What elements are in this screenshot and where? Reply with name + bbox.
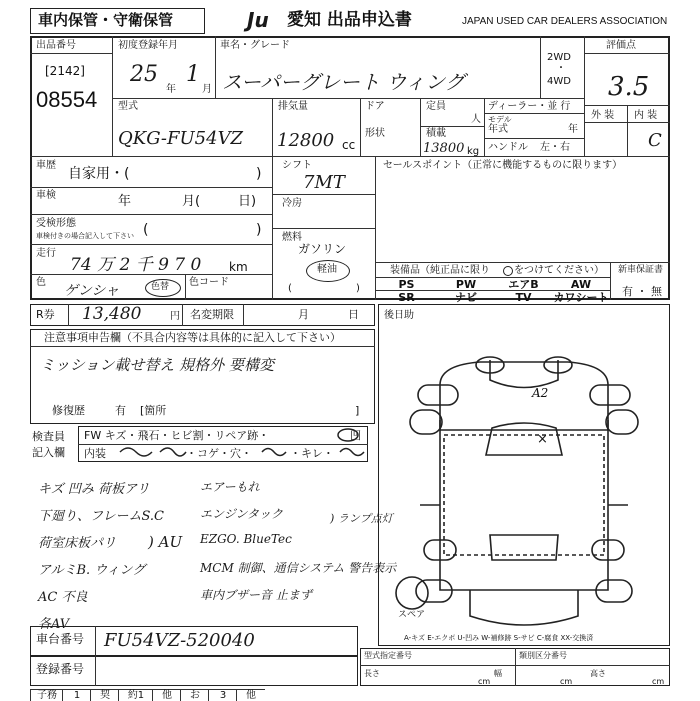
notes-right-line-4: 車内ブザー音 止まず xyxy=(200,588,312,602)
fuel-paren: ( xyxy=(288,283,292,294)
registration-label: 初度登録年月 xyxy=(118,40,178,51)
score-label: 評価点 xyxy=(606,40,636,51)
drive-dot: ・ xyxy=(556,63,566,74)
inspection-month: 月( xyxy=(182,194,201,209)
dealer-year-label: 年式 xyxy=(488,124,508,135)
name-change-day: 日 xyxy=(348,308,359,321)
recycle-value: 13,480 xyxy=(82,304,142,324)
dealer-model-label: モデル xyxy=(488,115,512,124)
model-value: QKG-FU54VZ xyxy=(118,128,244,149)
listing-number-label: 出品番号 xyxy=(36,40,76,51)
damage-mark-a2: A2 xyxy=(532,386,549,400)
inspection-label: 車検 xyxy=(36,190,56,201)
notes-text: ミッション載せ替え 規格外 要構変 xyxy=(40,356,274,374)
dealer-year-unit: 年 xyxy=(568,124,578,135)
capacity-label: 定員 xyxy=(426,101,446,112)
history-value: 自家用・( xyxy=(68,166,130,182)
handle-label: ハンドル xyxy=(488,142,528,153)
interior-label: 内 装 xyxy=(634,110,658,121)
repair-label: 修復歴 xyxy=(52,404,85,417)
car-name-value: スーパーグレート ウィング xyxy=(222,70,465,94)
warranty-label: 新車保証書 xyxy=(618,265,664,275)
notes-right-line-3: MCM 制御、通信システム 警告表示 xyxy=(200,561,397,575)
legend-text: A-キズ E-エクボ U-凹み W-補修跡 S-サビ C-腐食 XX-交換済 xyxy=(404,634,594,642)
length-unit: cm xyxy=(478,677,491,686)
notes-right-line-2: EZGO. BlueTec xyxy=(200,532,292,546)
drive-2wd: 2WD xyxy=(547,52,571,63)
footer-cell-0: 子務 xyxy=(30,689,63,701)
displacement-label: 排気量 xyxy=(278,101,308,112)
exterior-label: 外 装 xyxy=(591,110,615,121)
equipment-circle-mark xyxy=(503,266,513,276)
receive-note: 車検付きの場合記入して下さい xyxy=(36,232,134,240)
inspector-row-1: FW キズ・飛石・ヒビ割・リペア跡・ xyxy=(84,429,270,442)
inspection-day: 日) xyxy=(238,194,257,209)
history-label: 車歴 xyxy=(36,160,56,171)
fuel-close: ) xyxy=(356,283,360,294)
ac-label: 冷房 xyxy=(282,198,302,209)
notes-left-line-2: 荷室床板パリ xyxy=(38,536,117,551)
truck-diagram xyxy=(380,340,668,640)
cc-unit: cc xyxy=(342,138,356,152)
fuel-label: 燃料 xyxy=(282,232,302,243)
footer-cell-6: 3 xyxy=(208,689,237,701)
dealer-parallel-label: ディーラー・並 行 xyxy=(488,101,571,112)
equipment-item-row1-0: PS xyxy=(398,278,415,291)
recycle-unit: 円 xyxy=(170,311,180,322)
chassis-value: FU54VZ-520040 xyxy=(104,630,255,651)
handle-options: 左・右 xyxy=(540,142,570,153)
listing-sub-number: [2142] xyxy=(45,64,85,78)
notes-right-line-0: エアーもれ xyxy=(200,480,260,494)
brace-au: ) AU xyxy=(148,533,183,551)
ju-logo: Ju xyxy=(247,8,269,32)
notes-left-line-3: アルミB. ウィング xyxy=(38,563,146,578)
shift-value: 7MT xyxy=(303,172,345,193)
notes-left-line-0: キズ 凹み 荷板アリ xyxy=(38,482,150,497)
listing-number: 08554 xyxy=(36,87,98,112)
lamp-note: ) ランプ点灯 xyxy=(330,512,393,525)
footer-cell-4: 他 xyxy=(152,689,181,701)
inspector-row-1-end: 凹 xyxy=(350,429,361,442)
door-label: ドア xyxy=(365,101,385,112)
model-label: 型式 xyxy=(118,101,138,112)
width-label: 幅 xyxy=(494,669,502,678)
score-value: 3.5 xyxy=(608,72,650,102)
equipment-item-row2-3: カワシート xyxy=(553,291,609,304)
registration-month: 1 xyxy=(186,62,200,87)
association-name: JAPAN USED CAR DEALERS ASSOCIATION xyxy=(462,16,668,27)
height-unit: cm xyxy=(652,677,665,686)
color-label: 色 xyxy=(36,277,46,288)
displacement-value: 12800 xyxy=(277,130,335,151)
load-unit: kg xyxy=(467,146,480,157)
notes-right-line-1: エンジンタック xyxy=(200,507,283,521)
width-unit: cm xyxy=(560,677,573,686)
registration-year: 25 xyxy=(130,62,158,87)
year-unit: 年 xyxy=(166,84,176,95)
equipment-label: 装備品（純正品に限り xyxy=(390,265,490,276)
name-change-month: 月 xyxy=(298,308,309,321)
footer-cell-2: 契 xyxy=(90,689,119,701)
equipment-item-row1-3: AW xyxy=(570,278,592,291)
height-label: 高さ xyxy=(590,669,606,678)
rear-seat-label: 後日助 xyxy=(384,310,414,321)
inspector-row-2-end: ・キレ・ xyxy=(290,447,334,460)
inspector-row-2-label: 内装 xyxy=(84,447,106,460)
month-unit: 月 xyxy=(202,84,212,95)
equipment-item-row2-1: ナビ xyxy=(455,291,477,304)
history-close: ) xyxy=(256,166,262,182)
diesel-label: 軽油 xyxy=(317,264,337,275)
receive-paren: ( xyxy=(143,222,149,238)
length-label: 長さ xyxy=(364,669,380,678)
equipment-item-row2-2: TV xyxy=(515,291,532,304)
inspector-label-1: 検査員 xyxy=(32,430,65,443)
category-label: 類別区分番号 xyxy=(519,651,567,660)
load-value: 13800 xyxy=(423,141,465,156)
mileage-unit: km xyxy=(229,260,248,274)
inspector-row-2: ・コゲ・穴・ xyxy=(186,447,252,460)
interior-score: C xyxy=(648,130,662,151)
mileage-label: 走行 xyxy=(36,248,56,259)
receive-close: ) xyxy=(256,222,262,238)
color-code-label: 色コード xyxy=(189,277,229,288)
equipment-item-row1-2: エアB xyxy=(508,278,539,291)
repair-place: [箇所 xyxy=(140,404,167,417)
car-name-label: 車名・グレード xyxy=(220,40,290,51)
warranty-options: 有 ・ 無 xyxy=(622,285,662,298)
designation-label: 型式指定番号 xyxy=(364,651,412,660)
color-change-label: 色替 xyxy=(151,282,170,292)
equipment-item-row1-1: PW xyxy=(455,278,477,291)
notes-label: 注意事項申告欄（不具合内容等は具体的に記入して下さい） xyxy=(44,331,341,344)
receive-label: 受検形態 xyxy=(36,218,76,229)
form-title: 愛知 出品申込書 xyxy=(287,10,412,30)
notes-left-line-4: AC 不良 xyxy=(38,590,88,605)
color-value: ゲンシャ xyxy=(64,283,120,299)
drive-4wd: 4WD xyxy=(547,76,571,87)
footer-cell-3: 約1 xyxy=(118,689,153,701)
shape-label: 形状 xyxy=(365,128,385,139)
shift-label: シフト xyxy=(282,160,312,171)
sales-point-label: セールスポイント（正常に機能するものに限ります） xyxy=(383,160,623,171)
repair-value: 有 xyxy=(115,404,126,417)
equipment-item-row2-0: SR xyxy=(398,291,415,304)
inspector-label-2: 記入欄 xyxy=(32,446,65,459)
footer-cell-5: お xyxy=(180,689,209,701)
inspector-scribbles xyxy=(78,426,368,462)
notes-left-line-5: 各AV xyxy=(38,617,70,632)
storage-label: 車内保管・守衛保管 xyxy=(38,11,174,29)
load-label: 積載 xyxy=(426,128,446,139)
name-change-label: 名変期限 xyxy=(190,308,234,321)
notes-left-line-1: 下廻り、フレームS.C xyxy=(38,509,165,524)
equipment-label-end: をつけてください） xyxy=(514,265,604,276)
capacity-unit: 人 xyxy=(471,114,481,125)
chassis-label: 車台番号 xyxy=(36,632,85,646)
mileage-value: 74 万 2 千 9 7 0 xyxy=(70,255,202,275)
fuel-value: ガソリン xyxy=(298,242,347,256)
recycle-label: R券 xyxy=(36,308,55,321)
damage-mark-x: × xyxy=(537,432,548,447)
inspection-year: 年 xyxy=(118,194,132,209)
footer-cell-7: 他 xyxy=(236,689,265,701)
spare-label: スペア xyxy=(398,610,426,620)
repair-close: ] xyxy=(355,404,360,417)
reg-number-label: 登録番号 xyxy=(36,662,85,676)
footer-cell-1: 1 xyxy=(62,689,91,701)
